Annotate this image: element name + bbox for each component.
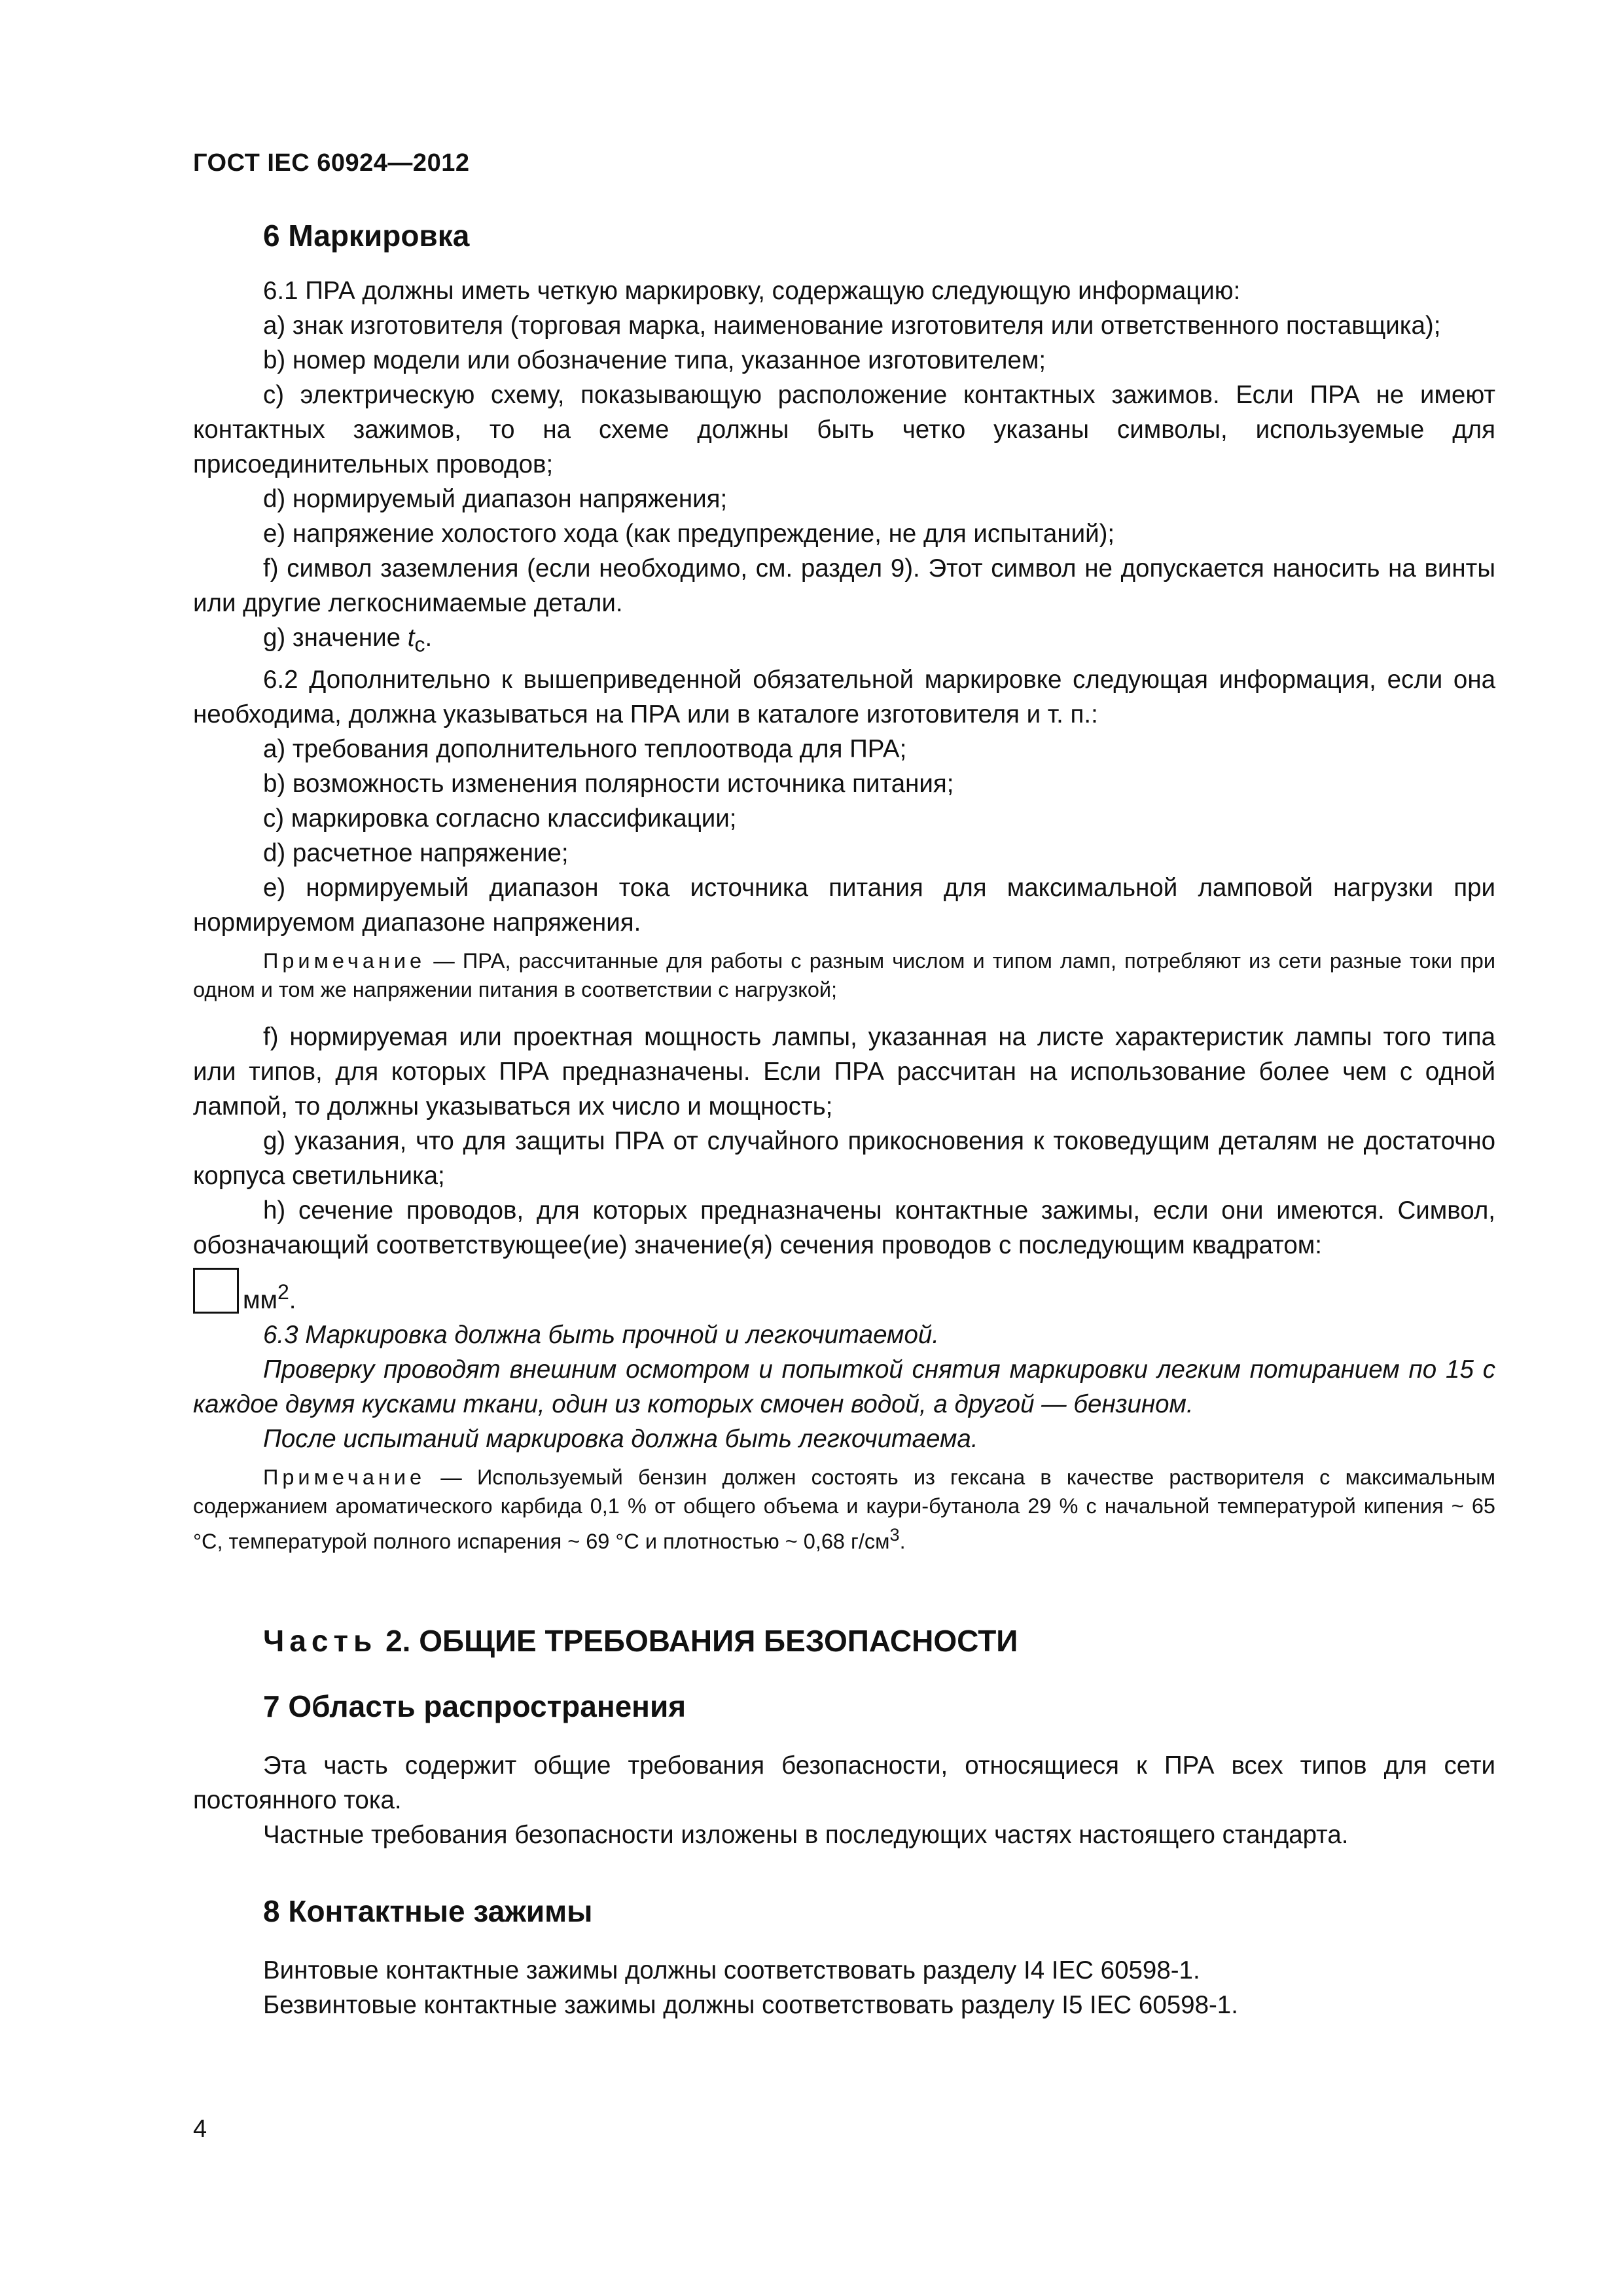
mm-suffix: . [289,1285,296,1314]
note-2 [193,1463,1495,1556]
section-8-title: 8 Контактные зажимы [263,1893,593,1928]
item-g-suffix: . [425,624,433,652]
list-item: h) сечение проводов, для которых предназначены контактные зажимы, если они имеются. Символ, обозначающий соответствующее(ие) значение(я) сечения проводов с последующим квадратом: [193,1196,1495,1259]
paragraph-6-3: 6.3 Маркировка должна быть прочной и легкочитаемой. [263,1320,939,1349]
tc-subscript: c [414,632,425,656]
page-number: 4 [193,2115,207,2143]
item-g-prefix: g) значение [263,624,408,652]
list-item: f) символ заземления (если необходимо, см. раздел 9). Этот символ не допускается наносить на винты или другие легкоснимаемые детали. [193,554,1495,617]
list-item: f) нормируемая или проектная мощность лампы, указанная на листе характеристик лампы того типа или типов, для которых ПРА предназначены. Если ПРА рассчитан на использование более чем с одной лампой, то должны указываться их число и мощность; [193,1022,1495,1121]
paragraph-6-2: 6.2 Дополнительно к вышеприведенной обязательной маркировке следующая информация, если она необходима, должна указываться на ПРА или в каталоге изготовителя и т. п.: [193,665,1495,728]
tc-symbol: t [407,624,415,652]
mm-unit: мм [243,1285,277,1314]
note-label: Примечание [263,1465,426,1489]
mm-exponent: 2 [277,1280,289,1304]
paragraph-6-3-after: После испытаний маркировка должна быть легкочитаема. [263,1424,978,1453]
list-item: c) маркировка согласно классификации; [263,804,737,833]
page-content [193,216,1495,2022]
list-item: b) возможность изменения полярности источника питания; [263,769,954,798]
list-item: e) нормируемый диапазон тока источника питания для максимальной ламповой нагрузки при нормируемом диапазоне напряжения. [193,873,1495,937]
section-7-title: 7 Область распространения [263,1689,687,1723]
wire-section-symbol [193,1268,1495,1318]
note-exponent: 3 [889,1524,900,1545]
square-box-icon [193,1268,239,1314]
list-item: c) электрическую схему, показывающую расположение контактных зажимов. Если ПРА не имеют контактных зажимов, то на схеме должны быть четко указаны символы, используемые для присоединительных проводов; [193,381,1495,478]
part-label: Часть [263,1623,378,1658]
list-item: b) номер модели или обозначение типа, указанное изготовителем; [263,346,1046,374]
list-item: a) требования дополнительного теплоотвода для ПРА; [263,734,907,763]
list-item: e) напряжение холостого хода (как предупреждение, не для испытаний); [263,520,1115,548]
list-item-g [193,620,1495,662]
paragraph: Частные требования безопасности изложены в последующих частях настоящего стандарта. [263,1820,1349,1849]
list-item: g) указания, что для защиты ПРА от случайного прикосновения к токоведущим деталям не достаточно корпуса светильника; [193,1126,1495,1190]
paragraph-6-1: 6.1 ПРА должны иметь четкую маркировку, содержащую следующую информацию: [263,277,1241,305]
paragraph-6-3-test: Проверку проводят внешним осмотром и попыткой снятия маркировки легким потиранием по 15 с каждое двумя кусками ткани, один из которых смочен водой, а другой — бензином. [193,1355,1495,1418]
note-text: — ПРА, рассчитанные для работы с разным числом и типом ламп, потребляют из сети разные токи при одном и том же напряжении питания в соответствии с нагрузкой; [193,948,1495,1001]
list-item: d) нормируемый диапазон напряжения; [263,485,728,513]
part-title-text: 2. ОБЩИЕ ТРЕБОВАНИЯ БЕЗОПАСНОСТИ [377,1623,1018,1658]
section-6-title: 6 Маркировка [263,219,470,253]
note-1 [193,946,1495,1004]
document-code: ГОСТ IEC 60924—2012 [193,149,470,177]
paragraph: Безвинтовые контактные зажимы должны соответствовать разделу I5 IEC 60598-1. [263,1990,1238,2019]
list-item: d) расчетное напряжение; [263,838,569,867]
note-text: — Используемый бензин должен состоять из гексана в качестве растворителя с максимальным содержанием ароматического карбида 0,1 % от общего объема и каури-бутанола 29 % с начальной температурой кипения ~ 65 °С, температурой полного испарения ~ 69 °С и плотностью ~ 0,68 г/см [193,1465,1495,1553]
paragraph: Винтовые контактные зажимы должны соответствовать разделу I4 IEC 60598-1. [263,1956,1200,1984]
note-end: . [899,1529,906,1553]
paragraph: Эта часть содержит общие требования безопасности, относящиеся к ПРА всех типов для сети постоянного тока. [193,1751,1495,1814]
list-item: a) знак изготовителя (торговая марка, наименование изготовителя или ответственного поставщика); [263,312,1441,340]
part-2-title [193,1621,1495,1660]
note-label: Примечание [263,948,426,973]
